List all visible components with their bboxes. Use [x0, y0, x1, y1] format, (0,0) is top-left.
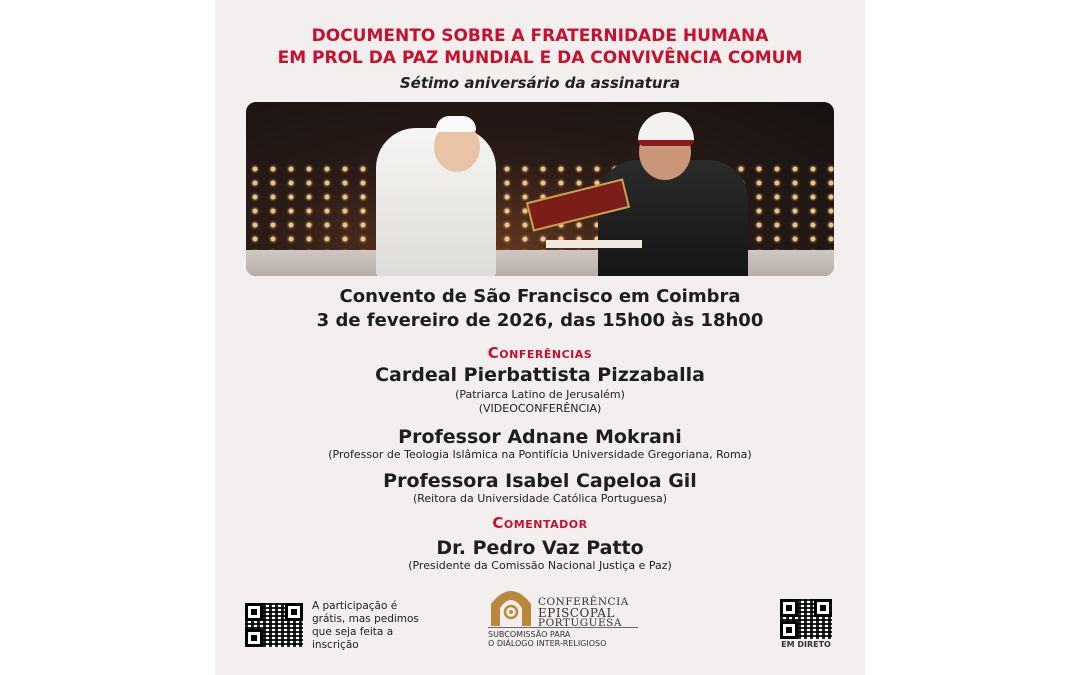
event-subtitle: Sétimo aniversário da assinatura: [399, 74, 681, 92]
white-skullcap: [436, 116, 476, 132]
event-title-line-2: EM PROL DA PAZ MUNDIAL E DA CONVIVÊNCIA COMUM: [277, 48, 803, 68]
event-datetime: 3 de fevereiro de 2026, das 15h00 às 18h00: [316, 310, 764, 331]
event-title-line-1: DOCUMENTO SOBRE A FRATERNIDADE HUMANA: [311, 26, 769, 46]
logo-divider: [488, 627, 638, 628]
speaker-role: (Patriarca Latino de Jerusalém): [455, 388, 625, 401]
speaker-name: Professor Adnane Mokrani: [398, 426, 682, 448]
conferences-heading: Conferências: [487, 344, 593, 362]
speaker-role: (Reitora da Universidade Católica Portuguesa): [412, 492, 668, 505]
logo-wordmark: [538, 597, 629, 629]
signed-paper: [546, 240, 642, 248]
logo-line: EPISCOPAL: [538, 605, 615, 620]
registration-qr-code[interactable]: [245, 603, 303, 647]
logo-subtitle: [488, 630, 606, 648]
venue: Convento de São Francisco em Coimbra: [339, 286, 741, 307]
speaker-note: (VIDEOCONFERÊNCIA): [478, 402, 602, 415]
logo-subtitle-line: O DIÁLOGO INTER-RELIGIOSO: [488, 639, 607, 648]
speaker-name: Cardeal Pierbattista Pizzaballa: [375, 364, 705, 386]
live-stream-qr-code[interactable]: [780, 599, 832, 639]
logo-line: PORTUGUESA: [538, 617, 622, 629]
turban: [638, 112, 694, 146]
episcopal-conference-logo-icon: [488, 584, 534, 626]
registration-info: A participação é grátis, mas pedimos que seja feita a inscrição: [312, 600, 419, 651]
commentator-name: Dr. Pedro Vaz Patto: [436, 537, 644, 559]
signing-photo: [246, 102, 834, 276]
speaker-name: Professora Isabel Capeloa Gil: [383, 470, 697, 492]
logo-line: CONFERÊNCIA: [538, 596, 629, 608]
live-label: EM DIRETO: [781, 640, 831, 649]
commentator-heading: Comentador: [492, 514, 588, 532]
logo-subtitle-line: SUBCOMISSÃO PARA: [488, 630, 571, 639]
commentator-role: (Presidente da Comissão Nacional Justiça e Paz): [408, 559, 672, 572]
speaker-role: (Professor de Teologia Islâmica na Pontifícia Universidade Gregoriana, Roma): [328, 448, 752, 461]
